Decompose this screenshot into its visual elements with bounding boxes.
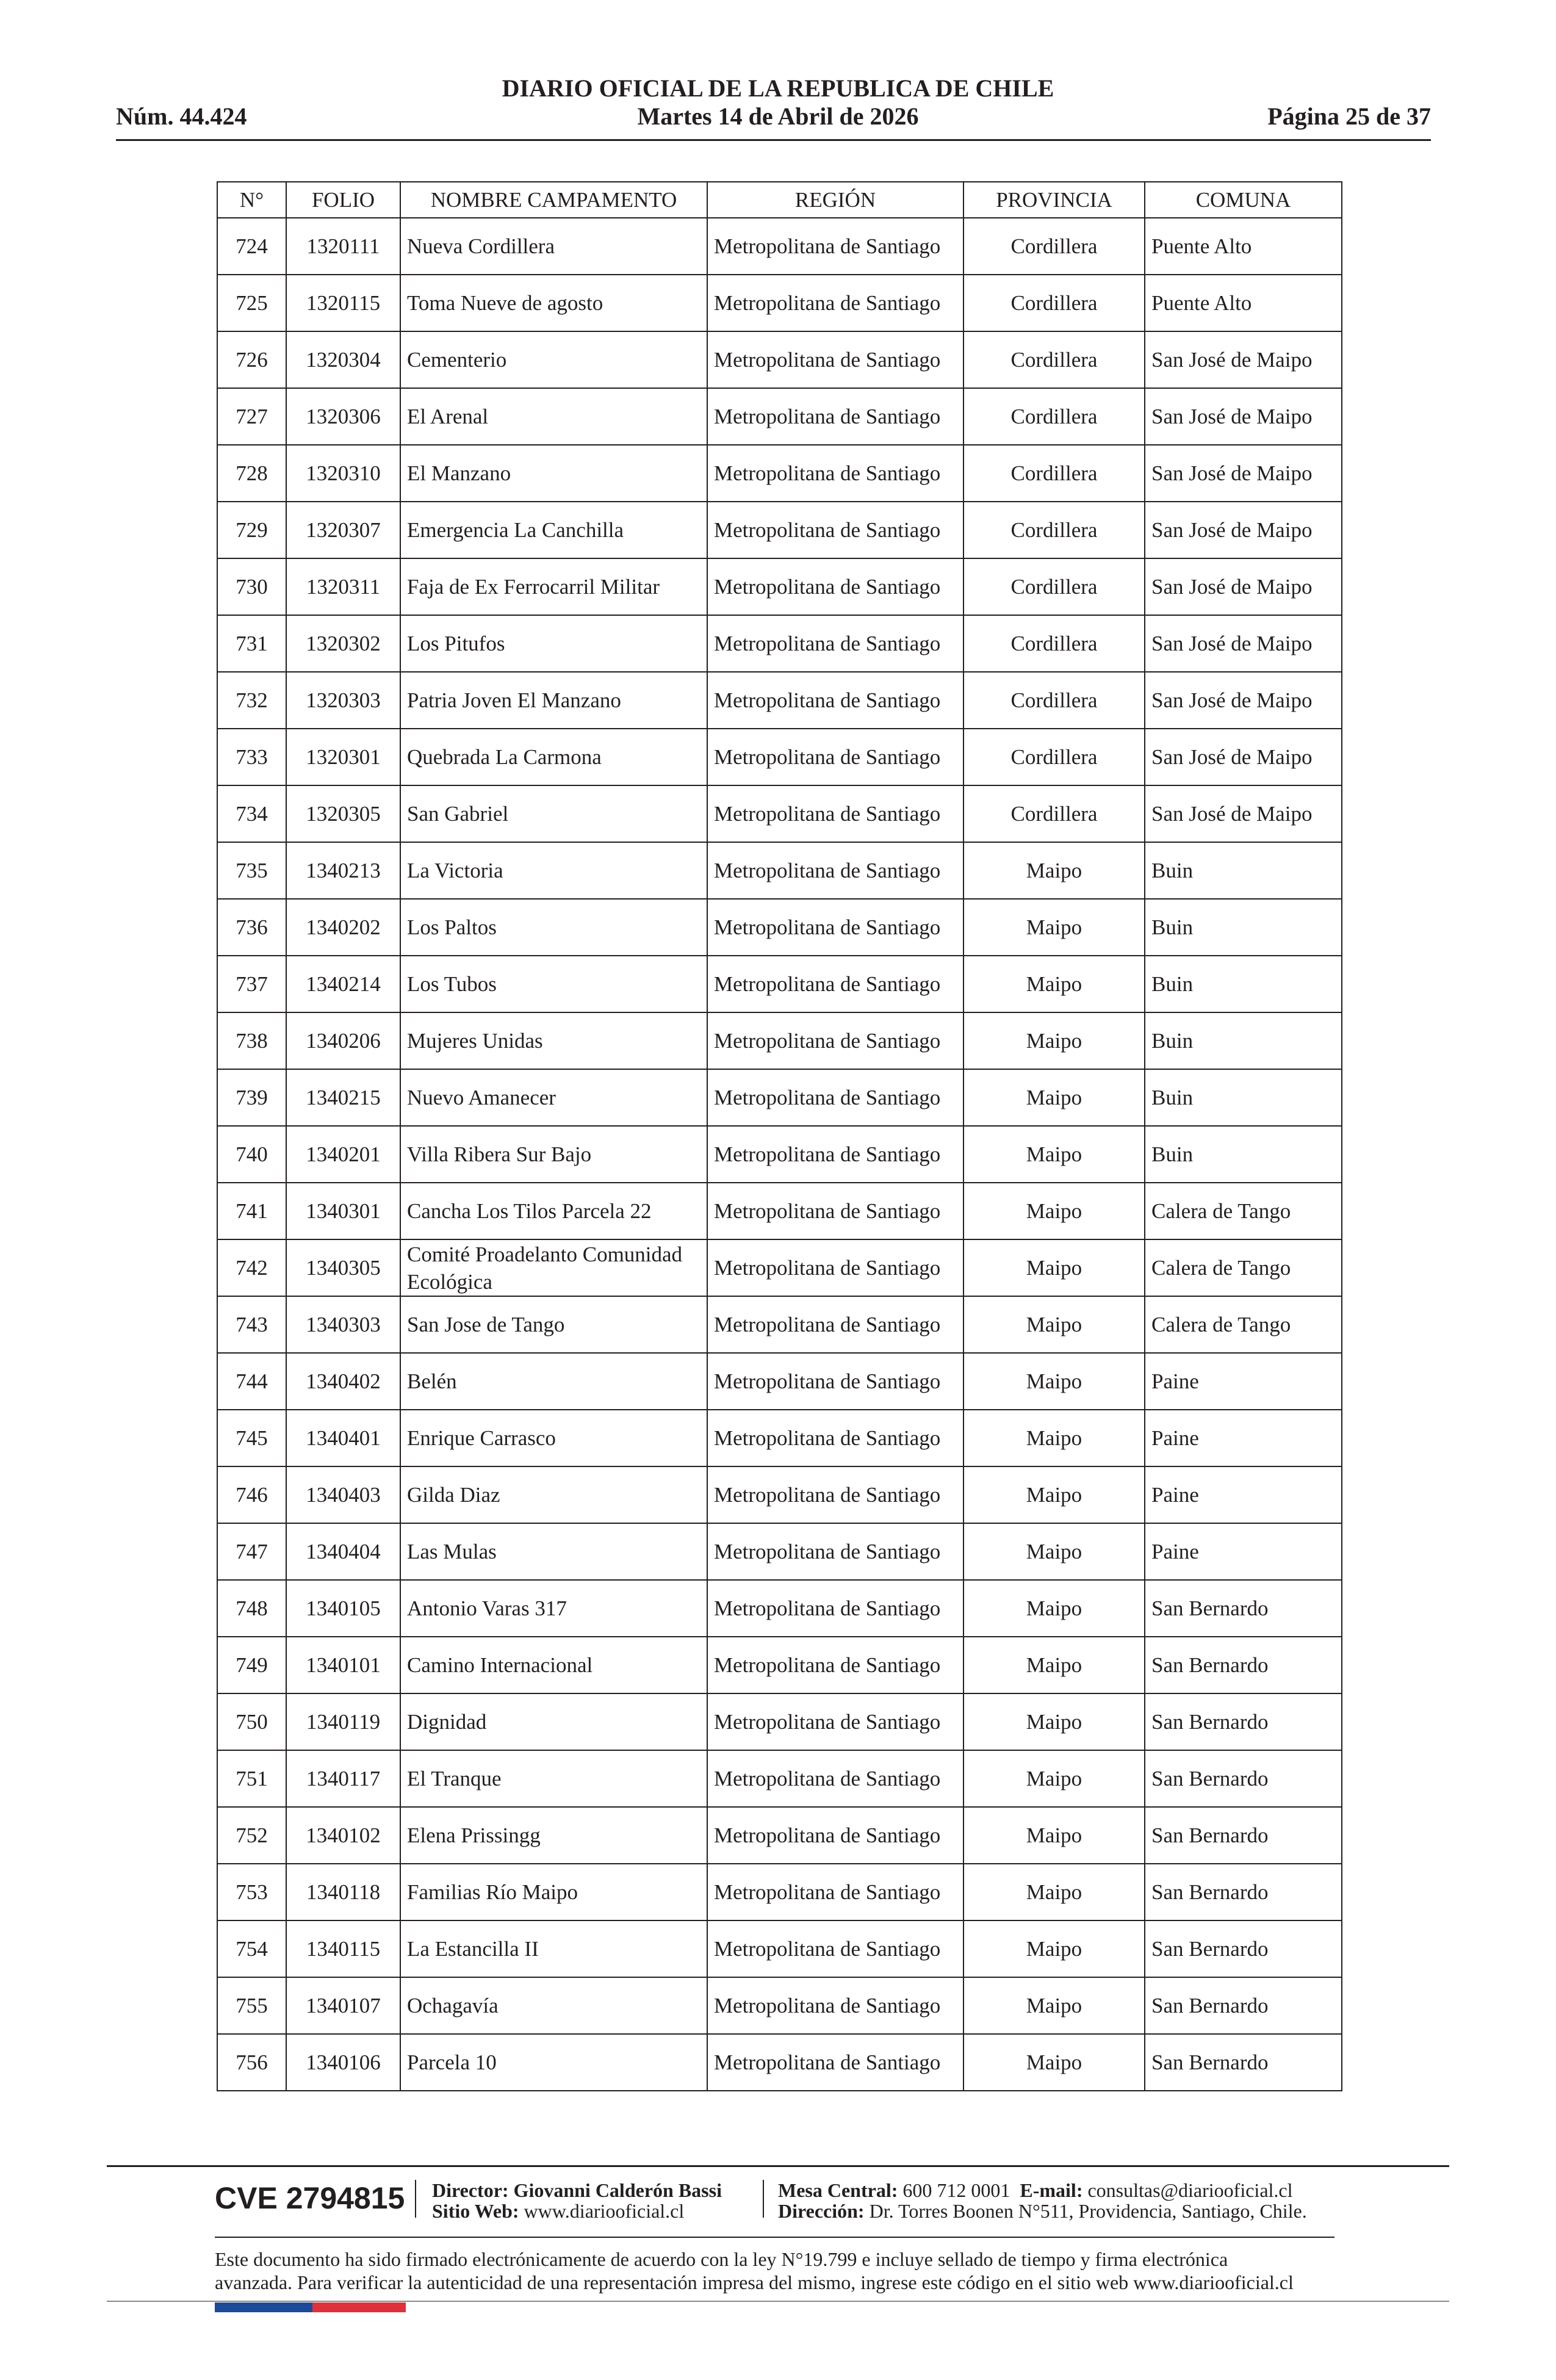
cell-campamento-name: Familias Río Maipo <box>400 1864 707 1920</box>
cell-campamento-name: Cancha Los Tilos Parcela 22 <box>400 1183 707 1239</box>
cell-number: 738 <box>217 1012 286 1069</box>
cell-number: 725 <box>217 275 286 331</box>
cell-number: 750 <box>217 1693 286 1750</box>
cell-province: Maipo <box>963 1977 1145 2034</box>
table-row <box>217 1693 1342 1750</box>
cell-number: 744 <box>217 1353 286 1410</box>
page-indicator: Página 25 de 37 <box>1267 103 1431 130</box>
cell-region: Metropolitana de Santiago <box>707 1466 963 1523</box>
cell-folio: 1340403 <box>286 1466 400 1523</box>
cve-code: CVE 2794815 <box>215 2181 405 2215</box>
column-header-region: REGIÓN <box>707 182 963 218</box>
cell-commune: Buin <box>1145 1069 1342 1126</box>
table-row <box>217 1807 1342 1864</box>
website-label: Sitio Web: <box>432 2200 519 2222</box>
table-row <box>217 1183 1342 1239</box>
cell-folio: 1340401 <box>286 1410 400 1466</box>
cell-folio: 1340301 <box>286 1183 400 1239</box>
cell-folio: 1320301 <box>286 729 400 785</box>
cell-folio: 1340107 <box>286 1977 400 2034</box>
cell-campamento-name: Faja de Ex Ferrocarril Militar <box>400 558 707 615</box>
cell-folio: 1340115 <box>286 1920 400 1977</box>
table-row <box>217 502 1342 558</box>
director-label: Director: <box>432 2179 509 2201</box>
cell-folio: 1340202 <box>286 899 400 956</box>
cell-commune: San José de Maipo <box>1145 445 1342 502</box>
cell-campamento-name: Emergencia La Canchilla <box>400 502 707 558</box>
cell-region: Metropolitana de Santiago <box>707 1523 963 1580</box>
cell-province: Cordillera <box>963 502 1145 558</box>
cell-campamento-name: Comité Proadelanto Comunidad Ecológica <box>400 1239 707 1296</box>
cell-region: Metropolitana de Santiago <box>707 1353 963 1410</box>
column-header-province: PROVINCIA <box>963 182 1145 218</box>
cell-commune: Calera de Tango <box>1145 1183 1342 1239</box>
cell-province: Maipo <box>963 1183 1145 1239</box>
cell-folio: 1340305 <box>286 1239 400 1296</box>
column-header-folio: FOLIO <box>286 182 400 218</box>
cell-region: Metropolitana de Santiago <box>707 1296 963 1353</box>
cell-folio: 1320302 <box>286 615 400 672</box>
cell-campamento-name: Villa Ribera Sur Bajo <box>400 1126 707 1183</box>
cell-number: 743 <box>217 1296 286 1353</box>
cell-campamento-name: Enrique Carrasco <box>400 1410 707 1466</box>
cell-region: Metropolitana de Santiago <box>707 615 963 672</box>
cell-region: Metropolitana de Santiago <box>707 1637 963 1693</box>
table-row <box>217 388 1342 445</box>
cell-province: Cordillera <box>963 445 1145 502</box>
table-row <box>217 1750 1342 1807</box>
cell-province: Maipo <box>963 1353 1145 1410</box>
table-row <box>217 1126 1342 1183</box>
cell-region: Metropolitana de Santiago <box>707 218 963 275</box>
cell-number: 730 <box>217 558 286 615</box>
footer-divider <box>107 2165 1449 2167</box>
cell-province: Maipo <box>963 1693 1145 1750</box>
cell-number: 754 <box>217 1920 286 1977</box>
cell-campamento-name: Ochagavía <box>400 1977 707 2034</box>
cell-campamento-name: La Estancilla II <box>400 1920 707 1977</box>
cell-campamento-name: Las Mulas <box>400 1523 707 1580</box>
cell-province: Cordillera <box>963 388 1145 445</box>
cell-number: 724 <box>217 218 286 275</box>
cell-region: Metropolitana de Santiago <box>707 1410 963 1466</box>
cell-province: Maipo <box>963 1807 1145 1864</box>
cell-province: Maipo <box>963 1864 1145 1920</box>
cell-folio: 1340206 <box>286 1012 400 1069</box>
cell-commune: San Bernardo <box>1145 1580 1342 1637</box>
cell-folio: 1340215 <box>286 1069 400 1126</box>
cell-number: 736 <box>217 899 286 956</box>
footer-contact-block <box>778 2180 1307 2221</box>
legal-notice-line: avanzada. Para verificar la autenticidad de una representación impresa del mismo, ingrese este código en el sitio web www.diariooficial.cl <box>215 2271 1294 2293</box>
cell-folio: 1340102 <box>286 1807 400 1864</box>
issue-number: Núm. 44.424 <box>116 103 247 130</box>
table-row <box>217 615 1342 672</box>
table-row <box>217 1580 1342 1637</box>
cell-number: 731 <box>217 615 286 672</box>
cell-folio: 1340214 <box>286 956 400 1012</box>
cell-folio: 1320311 <box>286 558 400 615</box>
cell-number: 752 <box>217 1807 286 1864</box>
cell-campamento-name: Toma Nueve de agosto <box>400 275 707 331</box>
cell-number: 726 <box>217 331 286 388</box>
cell-province: Maipo <box>963 1580 1145 1637</box>
cell-region: Metropolitana de Santiago <box>707 1750 963 1807</box>
cell-province: Maipo <box>963 1750 1145 1807</box>
table-row <box>217 1296 1342 1353</box>
cell-folio: 1340402 <box>286 1353 400 1410</box>
cell-campamento-name: El Tranque <box>400 1750 707 1807</box>
cell-commune: San José de Maipo <box>1145 672 1342 729</box>
footer-divider-inner <box>215 2237 1334 2238</box>
cell-commune: Calera de Tango <box>1145 1296 1342 1353</box>
cell-commune: Calera de Tango <box>1145 1239 1342 1296</box>
phone-label: Mesa Central: <box>778 2179 898 2201</box>
cell-folio: 1320306 <box>286 388 400 445</box>
cell-number: 728 <box>217 445 286 502</box>
cell-region: Metropolitana de Santiago <box>707 1864 963 1920</box>
cell-commune: San Bernardo <box>1145 1750 1342 1807</box>
cell-folio: 1340117 <box>286 1750 400 1807</box>
campamentos-table <box>217 181 1342 2091</box>
column-header-name: NOMBRE CAMPAMENTO <box>400 182 707 218</box>
cell-province: Cordillera <box>963 218 1145 275</box>
cell-province: Maipo <box>963 1920 1145 1977</box>
cell-campamento-name: Gilda Diaz <box>400 1466 707 1523</box>
cell-commune: Paine <box>1145 1410 1342 1466</box>
cell-folio: 1320310 <box>286 445 400 502</box>
cell-region: Metropolitana de Santiago <box>707 558 963 615</box>
cell-province: Maipo <box>963 1523 1145 1580</box>
cell-commune: San José de Maipo <box>1145 785 1342 842</box>
table-row <box>217 275 1342 331</box>
cell-folio: 1340118 <box>286 1864 400 1920</box>
cell-region: Metropolitana de Santiago <box>707 2034 963 2091</box>
cell-commune: San Bernardo <box>1145 1807 1342 1864</box>
cell-number: 734 <box>217 785 286 842</box>
legal-notice <box>215 2248 1374 2294</box>
cell-province: Maipo <box>963 1069 1145 1126</box>
cell-folio: 1320305 <box>286 785 400 842</box>
cell-number: 741 <box>217 1183 286 1239</box>
cell-region: Metropolitana de Santiago <box>707 785 963 842</box>
cell-folio: 1340404 <box>286 1523 400 1580</box>
cell-commune: San Bernardo <box>1145 1864 1342 1920</box>
table-row <box>217 672 1342 729</box>
cell-folio: 1320115 <box>286 275 400 331</box>
legal-notice-line: Este documento ha sido firmado electrónicamente de acuerdo con la ley N°19.799 e incluye sellado de tiempo y firma electrónica <box>215 2248 1228 2270</box>
flag-stripe-red <box>312 2302 406 2312</box>
cell-commune: San Bernardo <box>1145 2034 1342 2091</box>
cell-province: Maipo <box>963 1637 1145 1693</box>
cell-commune: Paine <box>1145 1523 1342 1580</box>
cell-number: 729 <box>217 502 286 558</box>
cell-campamento-name: La Victoria <box>400 842 707 899</box>
cell-province: Cordillera <box>963 615 1145 672</box>
cell-campamento-name: Nueva Cordillera <box>400 218 707 275</box>
cell-campamento-name: Belén <box>400 1353 707 1410</box>
cell-commune: Paine <box>1145 1466 1342 1523</box>
table-row <box>217 729 1342 785</box>
cell-number: 755 <box>217 1977 286 2034</box>
table-row <box>217 218 1342 275</box>
cell-region: Metropolitana de Santiago <box>707 956 963 1012</box>
cell-folio: 1340119 <box>286 1693 400 1750</box>
cell-region: Metropolitana de Santiago <box>707 1977 963 2034</box>
cell-commune: Paine <box>1145 1353 1342 1410</box>
cell-number: 727 <box>217 388 286 445</box>
cell-commune: Puente Alto <box>1145 275 1342 331</box>
cell-region: Metropolitana de Santiago <box>707 1807 963 1864</box>
cell-number: 753 <box>217 1864 286 1920</box>
address-label: Dirección: <box>778 2200 865 2222</box>
cell-folio: 1320303 <box>286 672 400 729</box>
table-row <box>217 842 1342 899</box>
cell-province: Maipo <box>963 1296 1145 1353</box>
cell-number: 737 <box>217 956 286 1012</box>
cell-commune: San Bernardo <box>1145 1977 1342 2034</box>
cell-commune: San José de Maipo <box>1145 615 1342 672</box>
table-row <box>217 1637 1342 1693</box>
cell-province: Maipo <box>963 1239 1145 1296</box>
cell-region: Metropolitana de Santiago <box>707 445 963 502</box>
cell-region: Metropolitana de Santiago <box>707 1920 963 1977</box>
cell-region: Metropolitana de Santiago <box>707 388 963 445</box>
column-header-number: N° <box>217 182 286 218</box>
cell-number: 742 <box>217 1239 286 1296</box>
cell-region: Metropolitana de Santiago <box>707 331 963 388</box>
cell-campamento-name: Los Pitufos <box>400 615 707 672</box>
cell-campamento-name: El Manzano <box>400 445 707 502</box>
cell-campamento-name: Cementerio <box>400 331 707 388</box>
cell-campamento-name: El Arenal <box>400 388 707 445</box>
email-label: E-mail: <box>1020 2179 1083 2201</box>
cell-province: Maipo <box>963 1410 1145 1466</box>
cell-region: Metropolitana de Santiago <box>707 1012 963 1069</box>
phone-value: 600 712 0001 <box>902 2179 1010 2201</box>
cell-campamento-name: Quebrada La Carmona <box>400 729 707 785</box>
cell-province: Cordillera <box>963 785 1145 842</box>
cell-number: 747 <box>217 1523 286 1580</box>
cell-commune: San José de Maipo <box>1145 331 1342 388</box>
table-body <box>217 218 1342 2091</box>
cell-folio: 1340101 <box>286 1637 400 1693</box>
cell-province: Cordillera <box>963 672 1145 729</box>
cell-commune: Buin <box>1145 1126 1342 1183</box>
cell-folio: 1340303 <box>286 1296 400 1353</box>
footer-director-block <box>432 2180 722 2221</box>
cell-commune: Buin <box>1145 1012 1342 1069</box>
cell-folio: 1320307 <box>286 502 400 558</box>
table-row <box>217 1977 1342 2034</box>
address-value: Dr. Torres Boonen N°511, Providencia, Santiago, Chile. <box>869 2200 1307 2222</box>
cell-folio: 1320111 <box>286 218 400 275</box>
footer-separator <box>763 2180 764 2218</box>
cell-folio: 1340106 <box>286 2034 400 2091</box>
cell-commune: San Bernardo <box>1145 1637 1342 1693</box>
table-row <box>217 1410 1342 1466</box>
cell-commune: Buin <box>1145 842 1342 899</box>
cell-region: Metropolitana de Santiago <box>707 672 963 729</box>
cell-campamento-name: Los Paltos <box>400 899 707 956</box>
cell-folio: 1320304 <box>286 331 400 388</box>
cell-region: Metropolitana de Santiago <box>707 1069 963 1126</box>
cell-province: Maipo <box>963 1466 1145 1523</box>
footer-separator <box>415 2180 416 2218</box>
cell-campamento-name: Camino Internacional <box>400 1637 707 1693</box>
cell-campamento-name: Parcela 10 <box>400 2034 707 2091</box>
cell-campamento-name: San Jose de Tango <box>400 1296 707 1353</box>
table-row <box>217 1069 1342 1126</box>
cell-campamento-name: Elena Prissingg <box>400 1807 707 1864</box>
column-header-commune: COMUNA <box>1145 182 1342 218</box>
director-name: Giovanni Calderón Bassi <box>513 2179 722 2201</box>
cell-campamento-name: Antonio Varas 317 <box>400 1580 707 1637</box>
cell-commune: San José de Maipo <box>1145 502 1342 558</box>
cell-commune: San José de Maipo <box>1145 729 1342 785</box>
table-header-row <box>217 182 1342 218</box>
cell-region: Metropolitana de Santiago <box>707 275 963 331</box>
cell-region: Metropolitana de Santiago <box>707 1183 963 1239</box>
cell-commune: Puente Alto <box>1145 218 1342 275</box>
table-row <box>217 445 1342 502</box>
table-row <box>217 558 1342 615</box>
table-row <box>217 1920 1342 1977</box>
flag-stripe-blue <box>215 2302 312 2312</box>
cell-commune: San Bernardo <box>1145 1693 1342 1750</box>
cell-campamento-name: Patria Joven El Manzano <box>400 672 707 729</box>
cell-campamento-name: Los Tubos <box>400 956 707 1012</box>
cell-region: Metropolitana de Santiago <box>707 842 963 899</box>
cell-number: 733 <box>217 729 286 785</box>
cell-commune: San José de Maipo <box>1145 558 1342 615</box>
cell-province: Maipo <box>963 956 1145 1012</box>
cell-region: Metropolitana de Santiago <box>707 899 963 956</box>
cell-number: 745 <box>217 1410 286 1466</box>
table-row <box>217 899 1342 956</box>
cell-campamento-name: San Gabriel <box>400 785 707 842</box>
cell-number: 749 <box>217 1637 286 1693</box>
footer-bottom-rule <box>107 2301 1449 2302</box>
cell-number: 751 <box>217 1750 286 1807</box>
cell-number: 735 <box>217 842 286 899</box>
table-row <box>217 1864 1342 1920</box>
cell-region: Metropolitana de Santiago <box>707 502 963 558</box>
cell-province: Maipo <box>963 1126 1145 1183</box>
cell-commune: San José de Maipo <box>1145 388 1342 445</box>
cell-region: Metropolitana de Santiago <box>707 1580 963 1637</box>
cell-commune: Buin <box>1145 956 1342 1012</box>
table-row <box>217 1466 1342 1523</box>
newspaper-title: DIARIO OFICIAL DE LA REPUBLICA DE CHILE <box>502 74 1054 102</box>
cell-province: Cordillera <box>963 331 1145 388</box>
issue-date: Martes 14 de Abril de 2026 <box>637 103 919 130</box>
website-link[interactable]: www.diariooficial.cl <box>524 2200 685 2222</box>
cell-province: Cordillera <box>963 275 1145 331</box>
cell-number: 756 <box>217 2034 286 2091</box>
cell-folio: 1340213 <box>286 842 400 899</box>
cell-folio: 1340105 <box>286 1580 400 1637</box>
cell-number: 740 <box>217 1126 286 1183</box>
table-row <box>217 956 1342 1012</box>
cell-campamento-name: Dignidad <box>400 1693 707 1750</box>
cell-province: Maipo <box>963 2034 1145 2091</box>
email-link[interactable]: consultas@diariooficial.cl <box>1087 2179 1293 2201</box>
cell-number: 732 <box>217 672 286 729</box>
cell-commune: Buin <box>1145 899 1342 956</box>
cell-number: 739 <box>217 1069 286 1126</box>
cell-region: Metropolitana de Santiago <box>707 1239 963 1296</box>
header-divider <box>116 139 1431 141</box>
cell-campamento-name: Mujeres Unidas <box>400 1012 707 1069</box>
table-row <box>217 1012 1342 1069</box>
cell-province: Cordillera <box>963 729 1145 785</box>
table-row <box>217 785 1342 842</box>
cell-province: Cordillera <box>963 558 1145 615</box>
table-row <box>217 1239 1342 1296</box>
table-row <box>217 1523 1342 1580</box>
cell-region: Metropolitana de Santiago <box>707 1693 963 1750</box>
cell-number: 746 <box>217 1466 286 1523</box>
cell-campamento-name: Nuevo Amanecer <box>400 1069 707 1126</box>
table-row <box>217 1353 1342 1410</box>
cell-province: Maipo <box>963 842 1145 899</box>
cell-commune: San Bernardo <box>1145 1920 1342 1977</box>
cell-region: Metropolitana de Santiago <box>707 1126 963 1183</box>
cell-region: Metropolitana de Santiago <box>707 729 963 785</box>
table-row <box>217 2034 1342 2091</box>
cell-number: 748 <box>217 1580 286 1637</box>
cell-folio: 1340201 <box>286 1126 400 1183</box>
table-row <box>217 331 1342 388</box>
cell-province: Maipo <box>963 899 1145 956</box>
cell-province: Maipo <box>963 1012 1145 1069</box>
